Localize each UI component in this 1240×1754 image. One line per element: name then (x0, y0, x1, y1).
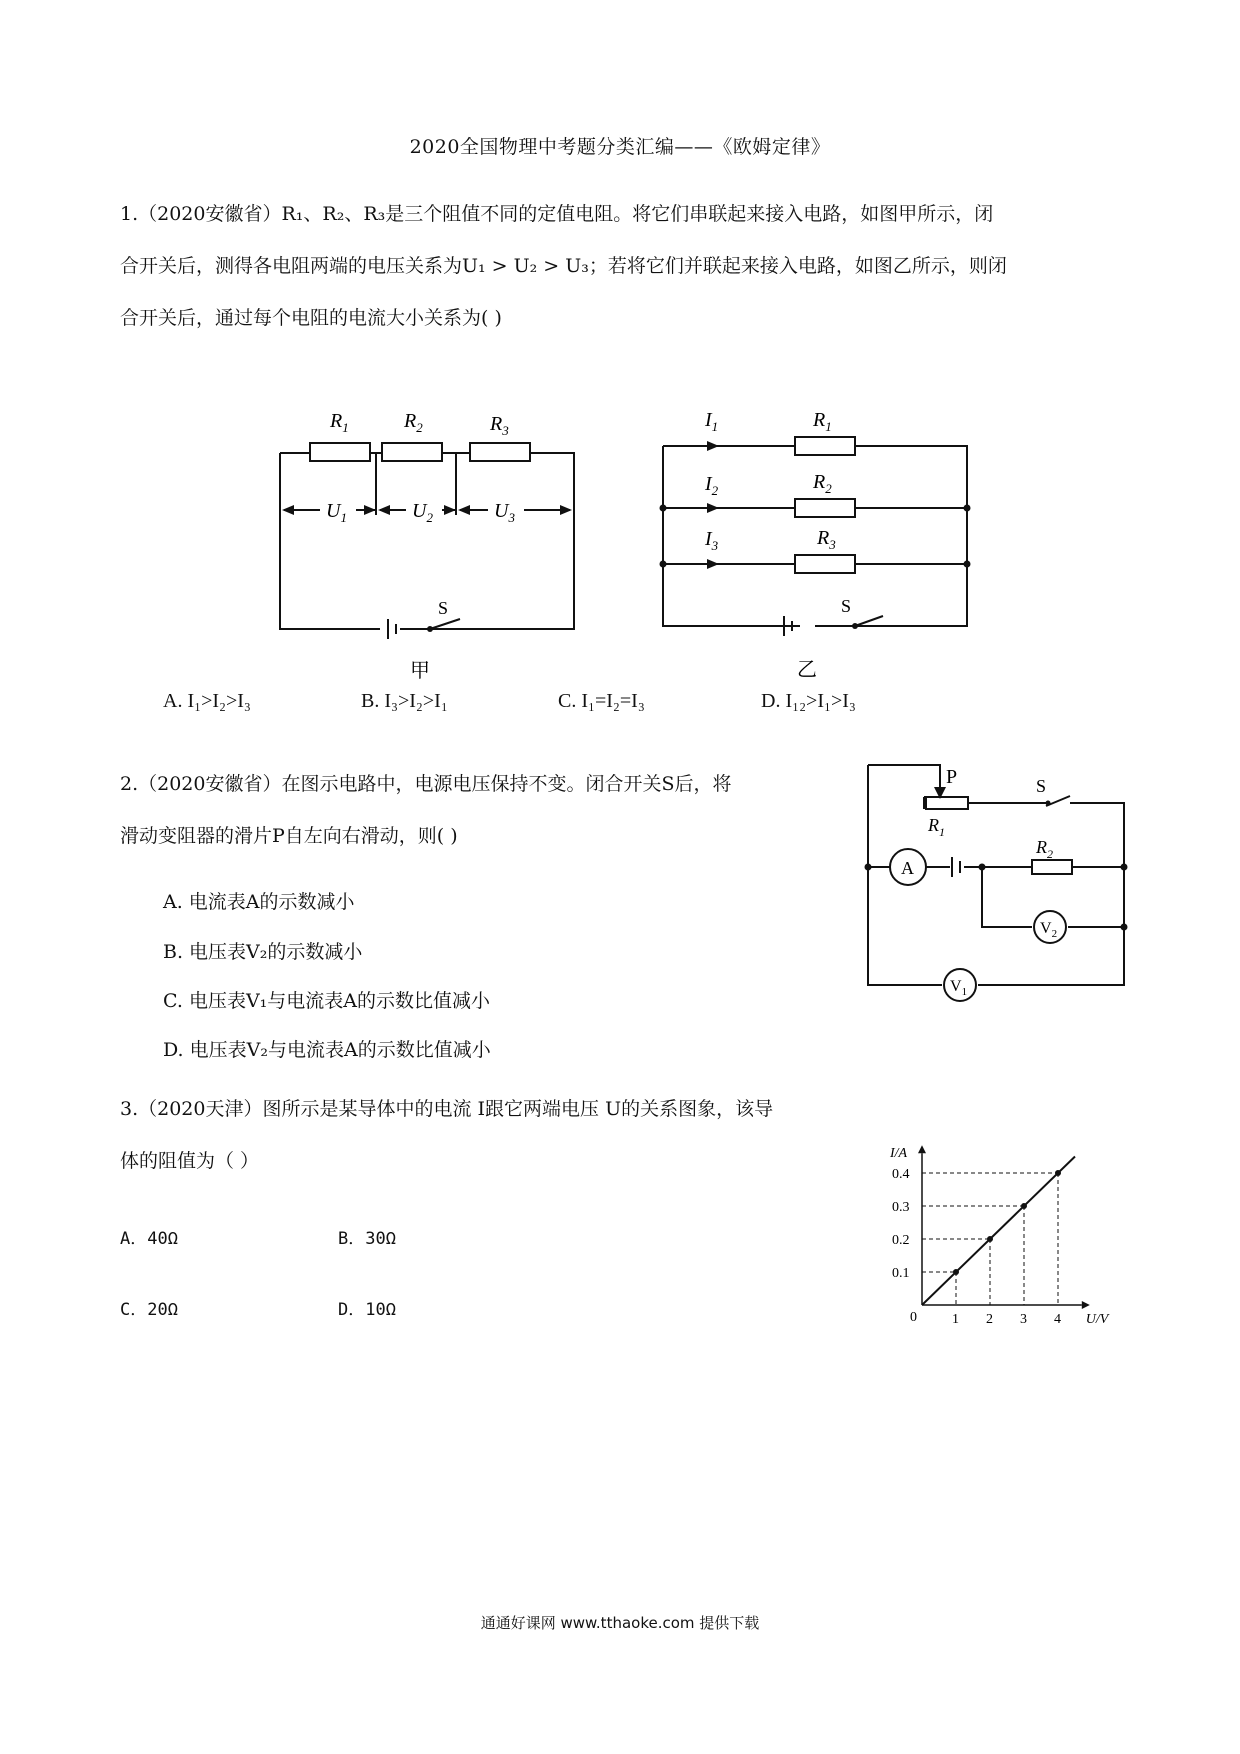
x-tick-label: 1 (952, 1312, 959, 1327)
ammeter-a: A (901, 858, 914, 878)
data-point (1021, 1203, 1027, 1209)
label-r1: $R_1$ (928, 815, 945, 839)
y-axis-label: I/A (890, 1146, 908, 1162)
parallel-circuit-diagram (655, 400, 975, 685)
q3-option-c: C．20Ω (120, 1300, 178, 1320)
question-1-line-2: 合开关后，测得各电阻两端的电压关系为U₁ > U₂ > U₃；若将它们并联起来接入电路，如图乙所示，则闭 (120, 255, 1007, 277)
question-1-line-1: 1.（2020安徽省）R₁、R₂、R₃是三个阻值不同的定值电阻。将它们串联起来接入电路，如图甲所示，闭 (120, 203, 994, 225)
caption-jia: 甲 (410, 660, 430, 682)
x-axis-label: U/V (1085, 1312, 1109, 1327)
question-2 (120, 758, 840, 862)
voltmeter-v1: $V_1$ (950, 978, 968, 998)
option-a: A. I₁>I₂>I₃ (163, 690, 251, 712)
x-tick-label: 2 (986, 1312, 993, 1327)
option-d: D. I₁₂>I₁>I₃ (761, 690, 856, 712)
x-tick-label: 4 (1054, 1312, 1061, 1327)
label-u3: $U_3$ (494, 500, 515, 525)
voltmeter-v2: $V_2$ (1040, 920, 1058, 940)
data-point (1055, 1170, 1061, 1176)
data-point (953, 1269, 959, 1275)
question-3-line-1: 3.（2020天津）图所示是某导体中的电流 I跟它两端电压 U的关系图象，该导 (120, 1098, 774, 1120)
label-s: S (1036, 776, 1047, 796)
x-tick-label: 3 (1020, 1312, 1027, 1327)
label-r1: $R_1$ (813, 409, 832, 434)
label-r2: $R_2$ (813, 471, 832, 496)
rheostat-circuit-diagram (860, 755, 1130, 1010)
label-switch: S (841, 596, 852, 616)
iu-chart (880, 1105, 1140, 1335)
label-switch: S (438, 598, 449, 618)
question-2-line-1: 2.（2020安徽省）在图示电路中，电源电压保持不变。闭合开关S后，将 (120, 773, 732, 795)
question-1 (120, 188, 1130, 344)
q2-option-a: A. 电流表A的示数减小 (163, 891, 355, 913)
label-r2: $R_2$ (404, 410, 423, 435)
q3-option-b: B．30Ω (338, 1229, 396, 1249)
page-title: 2020全国物理中考题分类汇编——《欧姆定律》 (409, 136, 831, 158)
origin-label: 0 (910, 1310, 917, 1325)
y-tick-label: 0.1 (892, 1266, 910, 1281)
y-tick-label: 0.4 (892, 1167, 910, 1182)
question-1-line-3: 合开关后，通过每个电阻的电流大小关系为( ) (120, 307, 502, 329)
y-tick-label: 0.3 (892, 1200, 910, 1215)
label-u2: $U_2$ (412, 500, 433, 525)
q2-option-b: B. 电压表V₂的示数减小 (163, 941, 363, 963)
label-i1: $I_1$ (705, 409, 719, 434)
label-r3: $R_3$ (817, 527, 836, 552)
q3-option-d: D．10Ω (338, 1300, 396, 1320)
question-3 (120, 1083, 890, 1187)
y-tick-label: 0.2 (892, 1233, 910, 1248)
q2-option-d: D. 电压表V₂与电流表A的示数比值减小 (163, 1039, 491, 1061)
label-i2: $I_2$ (705, 473, 719, 498)
y-axis-arrow (918, 1145, 926, 1153)
footer: 通通好课网 www.tthaoke.com 提供下载 (480, 1614, 760, 1632)
q3-option-a: A．40Ω (120, 1229, 178, 1249)
label-r1: $R_1$ (330, 410, 349, 435)
question-2-line-2: 滑动变阻器的滑片P自左向右滑动，则( ) (120, 825, 458, 847)
label-i3: $I_3$ (705, 528, 719, 553)
label-r2: $R_2$ (1036, 837, 1053, 861)
option-b: B. I₃>I₂>I₁ (361, 690, 448, 712)
label-u1: $U_1$ (326, 500, 347, 525)
caption-yi: 乙 (797, 659, 817, 681)
series-circuit-diagram (270, 395, 590, 685)
label-r3: $R_3$ (490, 413, 509, 438)
option-c: C. I₁=I₂=I₃ (558, 690, 645, 712)
series-line (922, 1157, 1075, 1306)
q2-option-c: C. 电压表V₁与电流表A的示数比值减小 (163, 990, 490, 1012)
data-point (987, 1236, 993, 1242)
question-3-line-2: 体的阻值为（ ） (120, 1150, 260, 1172)
x-axis-arrow (1082, 1301, 1090, 1309)
label-p: P (946, 766, 958, 788)
